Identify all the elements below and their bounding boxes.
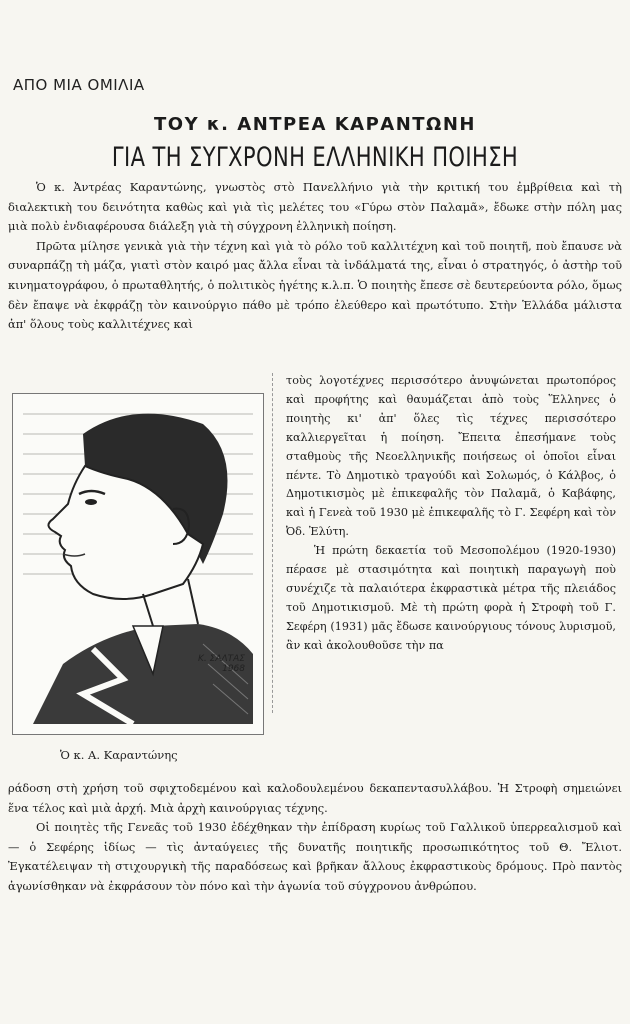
portrait-drawing <box>12 393 264 735</box>
intro-paragraph-2: Πρῶτα μίλησε γενικὰ γιὰ τὴν τέχνη καὶ γιὰ τὸ ρόλο τοῦ καλλιτέχνη καὶ τοῦ ποιητῆ, ποὺ ἔπαυσε νὰ συναρπάζῃ τὴ μάζα, γιατὶ στὸν καιρό μας ἄλλα εἶναι τὰ ἰνδάλματά της, εἶναι ὁ στρατηγός, ὁ ἀστὴρ τοῦ κινηματογράφου, ὁ πρωταθλητής, ὁ πολιτικὸς ἡγέτης κ.λ.π. Ὁ ποιητὴς ἔπεσε σὲ δευτερεύοντα ρόλο, ὅμως δὲν ἔπαψε νὰ ἐκφράζῃ τὸν καινούργιο πάθο μὲ τρόπο ἐλεύθερο καὶ πρωτότυπο. Στὴν Ἑλλάδα μάλιστα ἀπ' ὅλους τοὺς καλλιτέχνες καὶ <box>8 238 622 332</box>
column-paragraph-1: τοὺς λογοτέχνες περισσότερο ἀνυψώνεται πρωτοπόρος καὶ προφήτης καὶ θαυμάζεται ἀπὸ τοὺς Ἕλληνες ὁ ποιητὴς κι' ἀπ' ὅλες τὶς τέχνες περισσότερο καλλιεργεῖται ἡ ποίηση. Ἔπειτα ἐπεσήμανε τοὺς σταθμοὺς τῆς Νεοελληνικῆς ποιήσεως οἱ ὁποῖοι εἶναι πέντε. Τὸ Δημοτικὸ τραγούδι καὶ Σολωμός, ὁ Κάλβος, ὁ Δημοτικισμὸς μὲ ἐπικεφαλῆς τὸν Παλαμᾶ, ὁ Καβάφης, καὶ ἡ Γενεὰ τοῦ 1930 μὲ ἐπικεφαλῆς τὸ Γ. Σεφέρη καὶ τὸν Ὀδ. Ἐλύτη. <box>286 374 616 539</box>
article-title: ΓΙΑ ΤΗ ΣΥΓΧΡΟΝΗ ΕΛΛΗΝΙΚΗ ΠΟΙΗΣΗ <box>111 142 519 173</box>
intro-text <box>8 178 622 335</box>
bottom-text <box>8 779 622 897</box>
portrait-sketch <box>13 394 263 734</box>
portrait-caption: Ὁ κ. Α. Καραντώνης <box>60 748 178 762</box>
right-column-text <box>286 372 616 656</box>
section-label: ΑΠΟ ΜΙΑ ΟΜΙΛΙΑ <box>13 76 145 94</box>
column-divider <box>272 373 273 713</box>
bottom-paragraph-2: Οἱ ποιητὲς τῆς Γενεᾶς τοῦ 1930 ἐδέχθηκαν τὴν ἐπίδραση κυρίως τοῦ Γαλλικοῦ ὑπερρεαλισμοῦ καὶ — ὁ Σεφέρης ἰδίως — τὶς ἀνταύγειες τῆς δυνατῆς ποιητικῆς προσωπικότητος τοῦ Θ. Ἔλιοτ. Ἐγκατέλειψαν τὴ στιχουργικὴ τῆς παραδόσεως καὶ βρῆκαν ἄλλους ἐκφραστικοὺς δρόμους. Πρὸ παντὸς ἀγωνίσθηκαν νὰ ἐκφράσουν τὸν πόνο καὶ τὴν ἀγωνία τοῦ σύγχρονου ἀνθρώπου. <box>8 820 622 893</box>
title-author: ΤΟΥ κ. ΑΝΤΡΕΑ ΚΑΡΑΝΤΩΝΗ <box>153 114 476 135</box>
signature-name: Κ. ΣΑΛΤΑΣ <box>198 654 245 664</box>
bottom-paragraph-1: ράδοση στὴ χρήση τοῦ σφιχτοδεμένου καὶ καλοδουλεμένου δεκαπεντασυλλάβου. Ἡ Στροφὴ σημειώνει ἕνα τέλος καὶ μιὰ ἀρχή. Μιὰ ἀρχὴ καινούργιας τέχνης. <box>8 781 622 815</box>
intro-paragraph-1: Ὁ κ. Ἀντρέας Καραντώνης, γνωστὸς στὸ Πανελλήνιο γιὰ τὴν κριτική του ἐμβρίθεια καὶ τὴ διαλεκτικὴ του δεινότητα καθὼς καὶ γιὰ τὶς μελέτες του «Γύρω στὸν Παλαμᾶ», ἔδωκε στὴν πόλη μας μιὰ πολὺ ἐνδιαφέρουσα διάλεξη γιὰ τὴ σύγχρονη ἑλληνικὴ ποίηση. <box>8 180 622 234</box>
column-paragraph-2: Ἡ πρώτη δεκαετία τοῦ Μεσοπολέμου (1920-1930) πέρασε μὲ στασιμότητα καὶ ποιητικὴ παραγωγὴ ποὺ συνέχιζε τὰ παλαιότερα ἐκφραστικὰ μέτρα τῆς πλειάδος τοῦ Δημοτικισμοῦ. Μὲ τὴ πρώτη φορὰ ἡ Στροφὴ τοῦ Γ. Σεφέρη (1931) μᾶς ἔδωσε καινούργιους τόνους λυρισμοῦ, ἂν καὶ ἀκολουθοῦσε τὴν πα <box>286 544 616 652</box>
portrait-signature <box>198 654 245 674</box>
signature-year: 1968 <box>222 664 245 674</box>
